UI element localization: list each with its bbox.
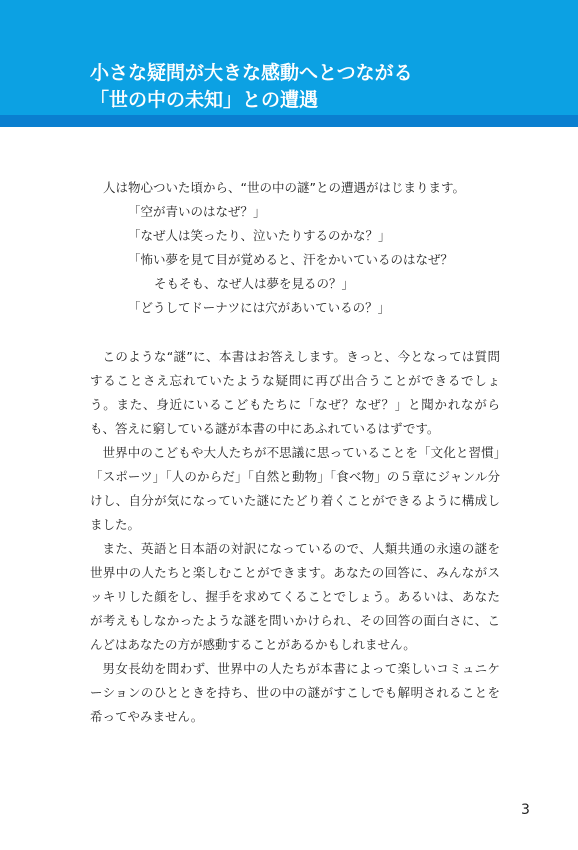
question-3: 「怖い夢を見て目が覚めると、汗をかいているのはなぜ？: [128, 252, 454, 267]
question-2: 「なぜ人は笑ったり、泣いたりするのかな？」: [128, 228, 391, 243]
title-line-1: 小さな疑問が大きな感動へとつながる: [90, 62, 413, 84]
body-text: [90, 345, 500, 729]
page-number: 3: [521, 802, 530, 818]
header-stripe: [0, 115, 578, 127]
paragraph-3: また、英語と日本語の対訳になっているので、人類共通の永遠の謎を世界中の人たちと楽しむことができます。あなたの回答に、みんながスッキリした顔をし、握手を求めてくることでしょう。あるいは、あなたが考えもしなかったような謎を問いかけられ、その回答の面白さに、こんどはあなたの方が感動することがあるかもしれません。: [90, 541, 500, 652]
title-line-2: 「世の中の未知」との遭遇: [90, 89, 319, 111]
intro-block: [90, 176, 520, 320]
question-3-continued: そもそも、なぜ人は夢を見るの？」: [154, 276, 355, 291]
page-title: [90, 60, 413, 114]
question-1: 「空が青いのはなぜ？」: [128, 204, 266, 219]
question-4: 「どうしてドーナツには穴があいているの？」: [128, 300, 391, 315]
paragraph-2: 世界中のこどもや大人たちが不思議に思っていることを「文化と習慣」「スポーツ」「人のからだ」「自然と動物」「食べ物」の５章にジャンル分けし、自分が気になっていた謎にたどり着くことができるように構成しました。: [90, 445, 500, 532]
paragraph-1: このような“謎”に、本書はお答えします。きっと、今となっては質問することさえ忘れていたような疑問に再び出合うことができるでしょう。また、身近にいるこどもたちに「なぜ？なぜ？」と聞かれながらも、答えに窮している謎が本書の中にあふれているはずです。: [90, 349, 500, 436]
paragraph-4: 男女長幼を問わず、世界中の人たちが本書によって楽しいコミュニケーションのひとときを持ち、世の中の謎がすこしでも解明されることを希ってやみません。: [90, 661, 500, 724]
intro-lead: 人は物心ついた頃から、“世の中の謎”との遭遇がはじまります。: [103, 180, 465, 195]
